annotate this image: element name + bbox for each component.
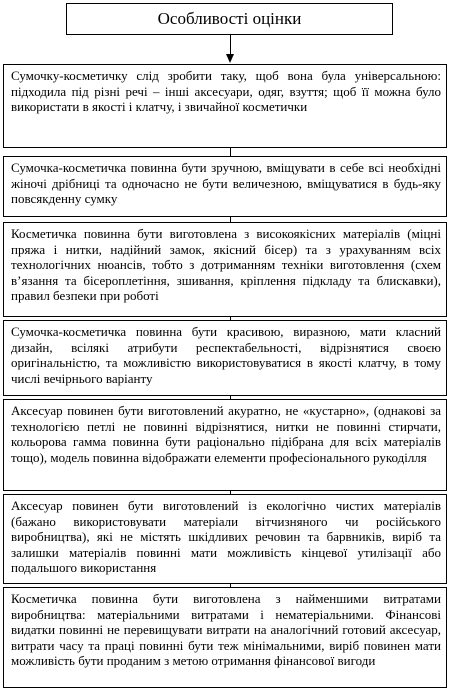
criterion-box-1 [3, 64, 447, 148]
connector-line [230, 148, 231, 156]
criterion-box-2 [3, 156, 447, 217]
criterion-text: Косметичка повинна бути виготовлена з найменшими витратами виробництва: матеріальними витратами і нематеріальними. Фінансові видатки повинні не перевищувати витрати на аналогічний готовий аксесуар, витрати часу та праці повинні бути теж мінімальними, виріб повинен мати можливість бути проданим з метою отримання фінансової вигоди [11, 591, 441, 669]
criterion-box-4 [3, 320, 447, 396]
criterion-text: Аксесуар повинен бути виготовлений із екологічно чистих матеріалів (бажано використовувати матеріали вітчизняного чи російського виробництва), які не містять шкідливих речовин та барвників, виріб та залишки матеріалів повинні мати можливість кінцевої утилізації або подальшого використання [11, 498, 441, 576]
title-arrow-line [230, 35, 231, 55]
arrow-down-icon [226, 54, 234, 63]
criterion-box-3 [3, 222, 447, 317]
criterion-box-6 [3, 494, 447, 584]
diagram-title: Особливості оцінки [157, 9, 302, 28]
criterion-box-7 [3, 587, 447, 688]
criterion-text: Сумочка-косметичка повинна бути красивою, виразною, мати класний дизайн, всілякі атрибути респектабельності, відрізнятися своєю оригінальністю, та можливістю використовуватися в якості клатчу, в тому числі вечірнього варіанту [11, 324, 441, 386]
criterion-text: Сумочка-косметичка повинна бути зручною, вміщувати в себе всі необхідні жіночі дрібниці та одночасно не бути величезною, вміщуватися в будь-яку повсякденну сумку [11, 160, 441, 207]
criterion-text: Сумочку-косметичку слід зробити таку, щоб вона була універсальною: підходила під різні речі – інші аксесуари, одяг, взуття; щоб її можна було використати в якості і клатчу, і звичайної косметички [11, 68, 441, 115]
criterion-text: Аксесуар повинен бути виготовлений акуратно, не «кустарно», (однакові за технологією петлі не повинні відрізнятися, нитки не повинні стирчати, кольорова гамма повинна бути раціонально підібрана для всіх матеріалів тощо), модель повинна відображати елементи професіонального рукоділля [11, 403, 441, 465]
criterion-box-5 [3, 399, 447, 491]
diagram-title-box [66, 3, 393, 35]
criterion-text: Косметичка повинна бути виготовлена з високоякісних матеріалів (міцні пряжа і нитки, надійний замок, якісний бісер) та з урахуванням всіх технологічних нюансів, тобто з дотриманням техніки виготовлення (схем в’язання та бісероплетіння, зшивання, кріплення підкладу та блискавки), правил безпеки при роботі [11, 226, 441, 304]
